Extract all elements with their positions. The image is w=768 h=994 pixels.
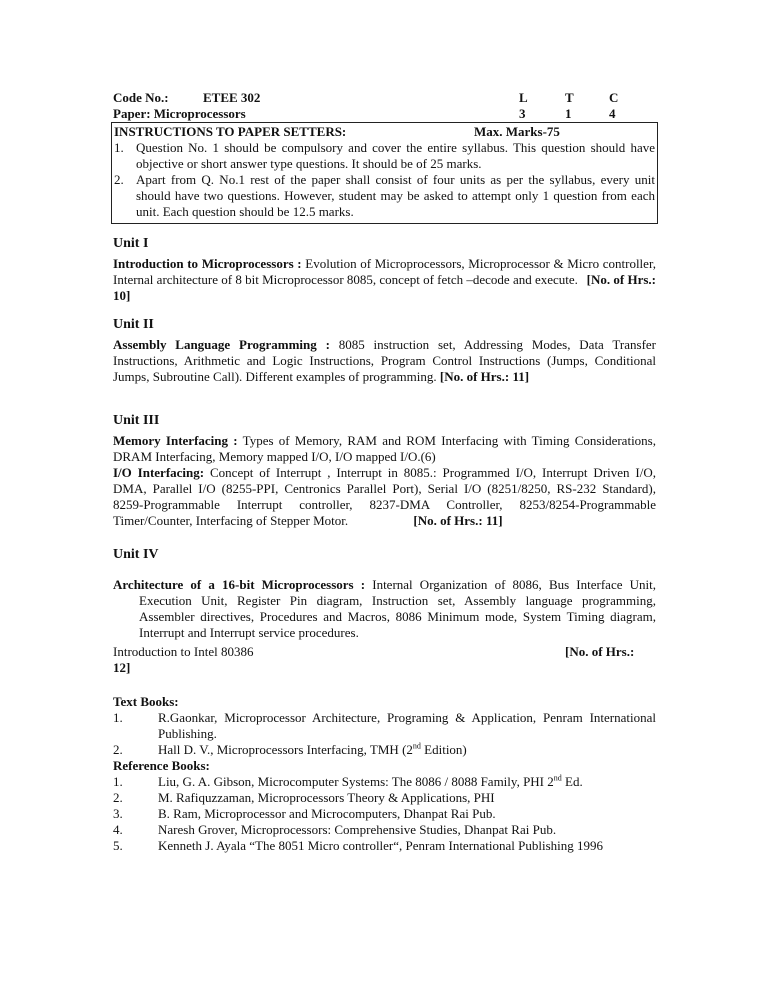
- list-item-number: 4.: [113, 822, 123, 837]
- reference-books-list: [113, 774, 656, 854]
- text-books-heading: Text Books:: [113, 694, 179, 709]
- unit-4-hours-value: 12]: [113, 660, 131, 675]
- list-item-text: Liu, G. A. Gibson, Microcomputer Systems: The 8086 / 8088 Family, PHI 2: [158, 774, 554, 789]
- ltc-value-t: 1: [565, 106, 572, 121]
- unit-4-body: Internal Organization of 8086, Bus Interface Unit, Execution Unit, Register Pin diagram, Instruction set, Assembly language programming, Assembler directives, Procedures and Macros, 8086 Minimum mode, System Timing diagram, Interrupt and Interrupt service procedures.: [139, 577, 656, 640]
- syllabus-page: [113, 90, 656, 854]
- text-books-list: [113, 710, 656, 758]
- list-item-text: Hall D. V., Microprocessors Interfacing, TMH (2: [158, 742, 413, 757]
- unit-1-hours-value: 10]: [113, 288, 131, 303]
- list-item-superscript: nd: [553, 773, 562, 783]
- instruction-number: 2.: [114, 172, 124, 187]
- unit-3-memory: [113, 433, 656, 465]
- code-value: ETEE 302: [203, 90, 261, 105]
- instruction-text: Apart from Q. No.1 rest of the paper shall consist of four units as per the syllabus, every unit should have two questions. However, student may be asked to attempt only 1 question from each unit. Each question should be 12.5 marks.: [136, 172, 655, 219]
- list-item-number: 1.: [113, 710, 123, 725]
- unit-3-io: [113, 465, 656, 529]
- instructions-title: INSTRUCTIONS TO PAPER SETTERS:: [114, 124, 347, 139]
- unit-2-heading: Unit II: [113, 317, 154, 332]
- list-item-number: 2.: [113, 742, 123, 757]
- unit-1-body: Evolution of Microprocessors, Microprocessor & Micro controller, Internal architecture of 8 bit Microprocessor 8085, concept of fetch –decode and execute.: [113, 256, 656, 287]
- unit-3-topic-memory: Memory Interfacing :: [113, 433, 238, 448]
- list-item-text: B. Ram, Microprocessor and Microcomputers, Dhanpat Rai Pub.: [158, 806, 496, 821]
- list-item-text: R.Gaonkar, Microprocessor Architecture, Programing & Application, Penram International Publishing.: [158, 710, 656, 741]
- code-label: Code No.:: [113, 90, 169, 105]
- unit-4-content: [113, 577, 656, 641]
- unit-3-heading: Unit III: [113, 413, 160, 428]
- unit-3-topic-io: I/O Interfacing:: [113, 465, 205, 480]
- list-item-superscript: nd: [412, 741, 421, 751]
- instructions-box: [111, 122, 658, 224]
- ltc-header-t: T: [565, 90, 574, 105]
- list-item-number: 5.: [113, 838, 123, 853]
- instructions-title-row: [112, 124, 657, 140]
- unit-3-body-memory: Types of Memory, RAM and ROM Interfacing with Timing Considerations, DRAM Interfacing, Memory mapped I/O, I/O mapped I/O.(6): [113, 433, 656, 464]
- max-marks: Max. Marks-75: [474, 124, 560, 139]
- list-item-text: Kenneth J. Ayala “The 8051 Micro controller“, Penram International Publishing 1996: [158, 838, 604, 853]
- unit-4-extra-row: [113, 644, 656, 660]
- list-item: [113, 822, 656, 838]
- unit-3-body-io: Concept of Interrupt , Interrupt in 8085.: Programmed I/O, Interrupt Driven I/O, DMA, Parallel I/O (8255-PPI, Centronics Parallel Port), Serial I/O (8251/8250, RS-232 Standard), 8259-Programmable Interrupt controller, 8237-DMA Controller, 8253/8254-Programmable Timer/Counter, Interfacing of Stepper Motor.: [113, 465, 656, 528]
- unit-4-hours: [No. of Hrs.:: [565, 644, 635, 659]
- list-item: [113, 790, 656, 806]
- ltc-header-l: L: [519, 90, 528, 105]
- unit-4-topic: Architecture of a 16-bit Microprocessors :: [113, 577, 366, 592]
- list-item-number: 1.: [113, 774, 123, 789]
- list-item-number: 3.: [113, 806, 123, 821]
- ltc-value-c: 4: [609, 106, 616, 121]
- course-header: [113, 90, 656, 122]
- unit-1-topic: Introduction to Microprocessors :: [113, 256, 302, 271]
- unit-4-extra: Introduction to Intel 80386: [113, 644, 254, 659]
- list-item-text: M. Rafiquzzaman, Microprocessors Theory & Applications, PHI: [158, 790, 495, 805]
- instruction-number: 1.: [114, 140, 124, 155]
- instruction-text: Question No. 1 should be compulsory and cover the entire syllabus. This question should have objective or short answer type questions. It should be of 25 marks.: [136, 140, 655, 171]
- ltc-value-l: 3: [519, 106, 526, 121]
- list-item: [113, 742, 656, 758]
- list-item-number: 2.: [113, 790, 123, 805]
- list-item-text-end: Edition): [420, 742, 467, 757]
- list-item: [113, 710, 656, 742]
- paper-title: Paper: Microprocessors: [113, 106, 246, 121]
- unit-2-body: 8085 instruction set, Addressing Modes, Data Transfer Instructions, Arithmetic and Logic Instructions, Program Control Instructions (Jumps, Conditional Jumps, Subroutine Call). Different examples of programming.: [113, 337, 656, 384]
- list-item: [113, 806, 656, 822]
- unit-4-heading: Unit IV: [113, 547, 159, 562]
- list-item-text: Naresh Grover, Microprocessors: Comprehensive Studies, Dhanpat Rai Pub.: [158, 822, 557, 837]
- list-item-text-end: Ed.: [561, 774, 583, 789]
- unit-2-content: [113, 337, 656, 385]
- list-item: [113, 774, 656, 790]
- list-item: [113, 838, 656, 854]
- reference-books-heading: Reference Books:: [113, 758, 210, 773]
- unit-1-hours: [No. of Hrs.:: [586, 272, 656, 287]
- unit-1-content: [113, 256, 656, 288]
- unit-2-topic: Assembly Language Programming :: [113, 337, 330, 352]
- unit-2-hours: [No. of Hrs.: 11]: [439, 369, 530, 384]
- instruction-item: [112, 172, 657, 220]
- ltc-header-c: C: [609, 90, 619, 105]
- unit-1-heading: Unit I: [113, 236, 149, 251]
- instruction-item: [112, 140, 657, 172]
- unit-3-hours: [No. of Hrs.: 11]: [413, 513, 503, 528]
